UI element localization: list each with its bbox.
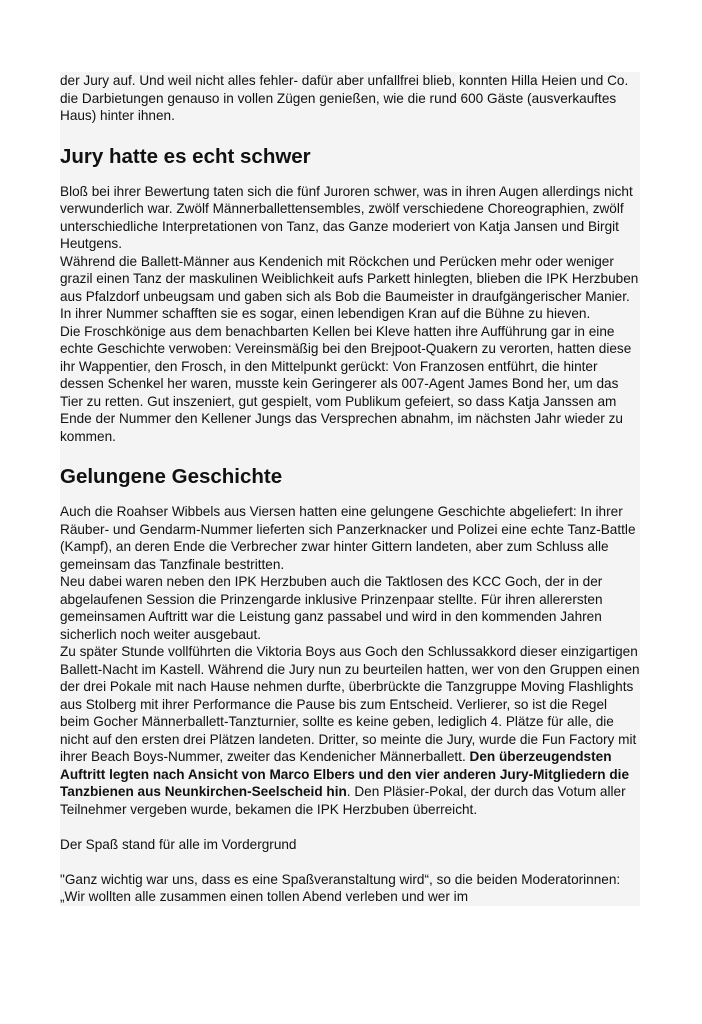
paragraph-geschichte-3-bold: Den überzeugendsten Auftritt legten nach Ansicht von Marco Elbers und den vier anderen Jury-Mitgliedern die Tanzbienen aus Neunkirchen-Seelscheid hin [60, 749, 630, 799]
heading-geschichte: Gelungene Geschichte [60, 465, 283, 488]
paragraph-geschichte-3-text: Zu später Stunde vollführten die Viktoria Boys aus Goch den Schlussakkord dieser einzigartigen Ballett-Nacht im Kastell. Während die Jury nun zu beurteilen hatten, wer von den Gruppen einen der drei Pokale mit nach Hause nehmen durfte, überbrückte die Tanzgruppe Moving Flashlights aus Stolberg mit ihrer Performance die Pause bis zum Entscheid. Verlierer, so ist die Regel beim Gocher Männerballett-Tanzturnier, sollte es keine geben, lediglich 4. Plätze für alle, die nicht auf den ersten drei Plätzen landeten. Dritter, so meinte die Jury, wurde die Fun Factory mit ihrer Beach Boys-Nummer, zweiter das Kendenicher Männerballett. [60, 644, 640, 764]
paragraph-geschichte-2: Neu dabei waren neben den IPK Herzbuben auch die Taktlosen des KCC Goch, der in der abgelaufenen Session die Prinzengarde inklusive Prinzenpaar stellte. Für ihren allerersten gemeinsamen Auftritt war die Leistung ganz passabel und wird in den kommenden Jahren sicherlich noch weiter ausgebaut. [60, 574, 603, 642]
paragraph-jury-2: Während die Ballett-Männer aus Kendenich mit Röckchen und Perücken mehr oder weniger grazil einen Tanz der maskulinen Weiblichkeit aufs Parkett hinlegten, blieben die IPK Herzbuben aus Pfalzdorf unbeugsam und gaben sich als Bob die Baumeister in draufgängerischer Manier. In ihrer Nummer schafften sie es sogar, einen lebendigen Kran auf die Bühne zu hieven. [60, 253, 639, 321]
paragraph-jury-3: Die Froschkönige aus dem benachbarten Kellen bei Kleve hatten ihre Aufführung gar in eine echte Geschichte verwoben: Vereinsmäßig bei den Brejpoot-Quakern zu verorten, hatten diese ihr Wappentier, den Frosch, in den Mittelpunkt gerückt: Von Franzosen entführt, die hinter dessen Schenkel her waren, musste kein Geringerer als 007-Agent James Bond her, um das Tier zu retten. Gut inszeniert, gut gespielt, vom Publikum gefeiert, so dass Katja Janssen am Ende der Nummer den Kellener Jungs das Versprechen abnahm, im nächsten Jahr wieder zu kommen. [60, 323, 632, 444]
paragraph-geschichte-3 [60, 643, 640, 818]
heading-jury: Jury hatte es echt schwer [60, 144, 311, 168]
article-body [60, 72, 640, 906]
paragraph-geschichte-1: Auch die Roahser Wibbels aus Viersen hatten eine gelungene Geschichte abgeliefert: In ihrer Räuber- und Gendarm-Nummer lieferten sich Panzerknacker und Polizei eine echte Tanz-Battle (Kampf), an deren Ende die Verbrecher zwar hinter Gittern landeten, aber zum Schluss alle gemeinsam das Tanzfinale bestritten. [60, 504, 636, 572]
paragraph-spass-1: "Ganz wichtig war uns, dass es eine Spaßveranstaltung wird“, so die beiden Moderatorinnen: „Wir wollten alle zusammen einen tollen Abend verleben und wer im [60, 871, 621, 904]
paragraph-geschichte-3-tail: . Den Pläsier-Pokal, der durch das Votum aller Teilnehmer vergeben wurde, bekamen die IPK Herzbuben überreicht. [60, 784, 626, 817]
paragraph-jury-1: Bloß bei ihrer Bewertung taten sich die fünf Juroren schwer, was in ihren Augen allerdings nicht verwunderlich war. Zwölf Männerballettensembles, zwölf verschiedene Choreographien, zwölf unterschiedliche Interpretationen von Tanz, das Ganze moderiert von Katja Jansen und Birgit Heutgens. [60, 183, 633, 251]
intro-paragraph: der Jury auf. Und weil nicht alles fehler- dafür aber unfallfrei blieb, konnten Hilla Heien und Co. die Darbietungen genauso in vollen Zügen genießen, wie die rund 600 Gäste (ausverkauftes Haus) hinter ihnen. [60, 73, 629, 123]
subheading-spass: Der Spaß stand für alle im Vordergrund [60, 836, 297, 852]
